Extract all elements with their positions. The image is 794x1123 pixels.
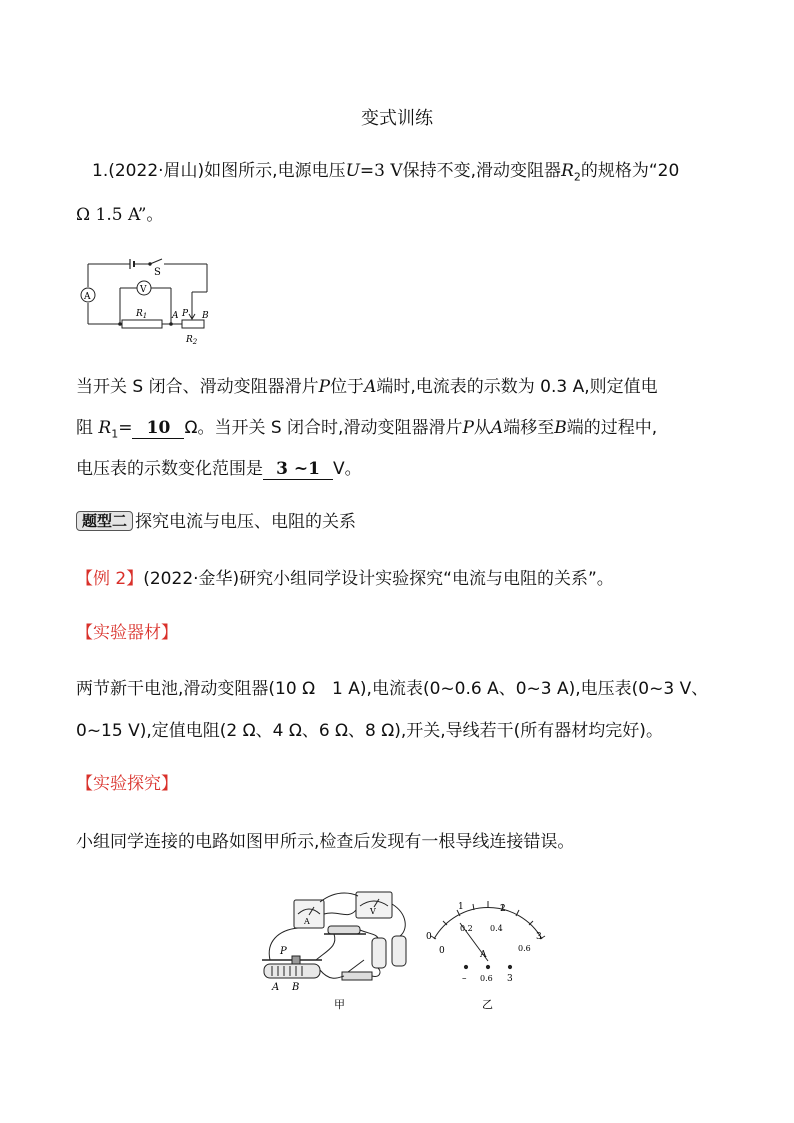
ammeter-label: A bbox=[84, 292, 91, 302]
r2-label: $R_2$ bbox=[186, 335, 198, 346]
figure-jia-caption: 甲 bbox=[334, 998, 345, 1011]
meter-bottom-label: 0.6 bbox=[518, 944, 531, 953]
r1-label: $R_1$ bbox=[136, 309, 148, 320]
meter-unit: A bbox=[480, 950, 487, 960]
meter-zero-inner: 0 bbox=[439, 946, 445, 956]
q1-text: 端时,电流表的示数为 0.3 A,则定值电 bbox=[376, 377, 658, 397]
q1-text: V。 bbox=[333, 459, 362, 479]
terminal-3: 3 bbox=[507, 974, 513, 984]
voltage-symbol: U bbox=[345, 161, 360, 181]
voltage-value: =3 V bbox=[359, 161, 403, 181]
materials-heading: 【实验器材】 bbox=[76, 623, 178, 643]
r1-subscript: 1 bbox=[111, 427, 119, 441]
section-2-title: 探究电流与电压、电阻的关系 bbox=[135, 512, 357, 532]
jia-ammeter-label: A bbox=[304, 917, 310, 926]
section-title: 变式训练 bbox=[361, 108, 433, 129]
q1-para-line-3 bbox=[76, 458, 362, 480]
example-text: 研究小组同学设计实验探究“电流与电阻的关系”。 bbox=[239, 569, 614, 589]
example-label: 【例 2】 bbox=[76, 569, 144, 589]
q1-line-1 bbox=[92, 160, 679, 188]
materials-line-2: 0~15 V),定值电阻(2 Ω、4 Ω、6 Ω、8 Ω),开关,导线若干(所有器材均完好)。 bbox=[76, 721, 663, 741]
figure-yi-caption: 乙 bbox=[482, 998, 493, 1011]
materials-line-1: 两节新干电池,滑动变阻器(10 Ω 1 A),电流表(0~0.6 A、0~3 A),电压表(0~3 V、 bbox=[76, 679, 709, 699]
b-symbol: B bbox=[554, 418, 567, 438]
q1-para-line-1 bbox=[76, 376, 658, 398]
battery-1 bbox=[372, 938, 386, 968]
example-source: (2022·金华) bbox=[143, 569, 240, 589]
r2-symbol: R bbox=[561, 161, 574, 181]
jia-b-label: B bbox=[292, 982, 300, 993]
jia-a-label: A bbox=[272, 982, 280, 993]
q1-text: 保持不变,滑动变阻器 bbox=[402, 161, 562, 181]
question-source: (2022·眉山) bbox=[108, 161, 205, 181]
answer-r1: 10 bbox=[132, 418, 184, 439]
q1-text: 的规格为“20 bbox=[580, 161, 680, 181]
q1-text: Ω。当开关 S 闭合时,滑动变阻器滑片 bbox=[184, 418, 463, 438]
q1-spec-line: Ω 1.5 A”。 bbox=[76, 205, 164, 225]
example-2-line bbox=[76, 568, 614, 590]
meter-bottom-label: 0.2 bbox=[460, 924, 473, 933]
explore-text: 小组同学连接的电路如图甲所示,检查后发现有一根导线连接错误。 bbox=[76, 832, 575, 852]
q1-text: 端的过程中, bbox=[566, 418, 658, 438]
answer-voltage-range: 3 ~1 bbox=[263, 459, 333, 480]
switch-device bbox=[342, 972, 372, 980]
p-symbol: P bbox=[318, 377, 331, 397]
q1-text: 从 bbox=[473, 418, 491, 438]
a-symbol: A bbox=[490, 418, 504, 438]
terminal-minus: – bbox=[462, 974, 467, 984]
p-slider-label: P bbox=[182, 309, 189, 319]
circuit-diagram-1 bbox=[74, 252, 214, 348]
b-terminal-label: B bbox=[202, 311, 209, 321]
q1-text: 当开关 S 闭合、滑动变阻器滑片 bbox=[76, 377, 319, 397]
terminal-0-6: 0.6 bbox=[480, 974, 493, 983]
question-type-tag: 题型二 bbox=[76, 511, 133, 531]
meter-bottom-label: 0.4 bbox=[490, 924, 503, 933]
section-2-heading bbox=[76, 511, 356, 533]
meter-zero-outer: 0 bbox=[426, 932, 432, 942]
q1-text: 端移至 bbox=[503, 418, 555, 438]
jia-voltmeter-label: V bbox=[370, 907, 376, 916]
question-number: 1. bbox=[92, 161, 109, 181]
equals-sign: = bbox=[118, 418, 133, 438]
switch-label: S bbox=[154, 267, 161, 278]
q1-text: 位于 bbox=[330, 377, 365, 397]
explore-heading: 【实验探究】 bbox=[76, 774, 178, 794]
jia-p-label: P bbox=[280, 946, 287, 957]
a-terminal-label: A bbox=[172, 311, 179, 321]
figure-jia-circuit bbox=[258, 890, 418, 1012]
p-symbol: P bbox=[462, 418, 474, 438]
figure-yi-ammeter-dial bbox=[420, 895, 550, 1012]
a-symbol: A bbox=[364, 377, 377, 397]
r1-symbol: R bbox=[98, 418, 112, 438]
meter-top-label: 3 bbox=[536, 932, 542, 942]
battery-2 bbox=[392, 936, 406, 966]
q1-text: 如图所示,电源电压 bbox=[204, 161, 346, 181]
meter-top-label: 1 bbox=[458, 902, 464, 912]
voltmeter-label: V bbox=[140, 285, 147, 295]
r2-subscript: 2 bbox=[573, 170, 581, 184]
q1-para-line-2 bbox=[76, 417, 657, 445]
q1-text: 阻 bbox=[76, 418, 93, 438]
q1-text: 电压表的示数变化范围是 bbox=[76, 459, 263, 479]
meter-top-label: 2 bbox=[500, 904, 506, 914]
